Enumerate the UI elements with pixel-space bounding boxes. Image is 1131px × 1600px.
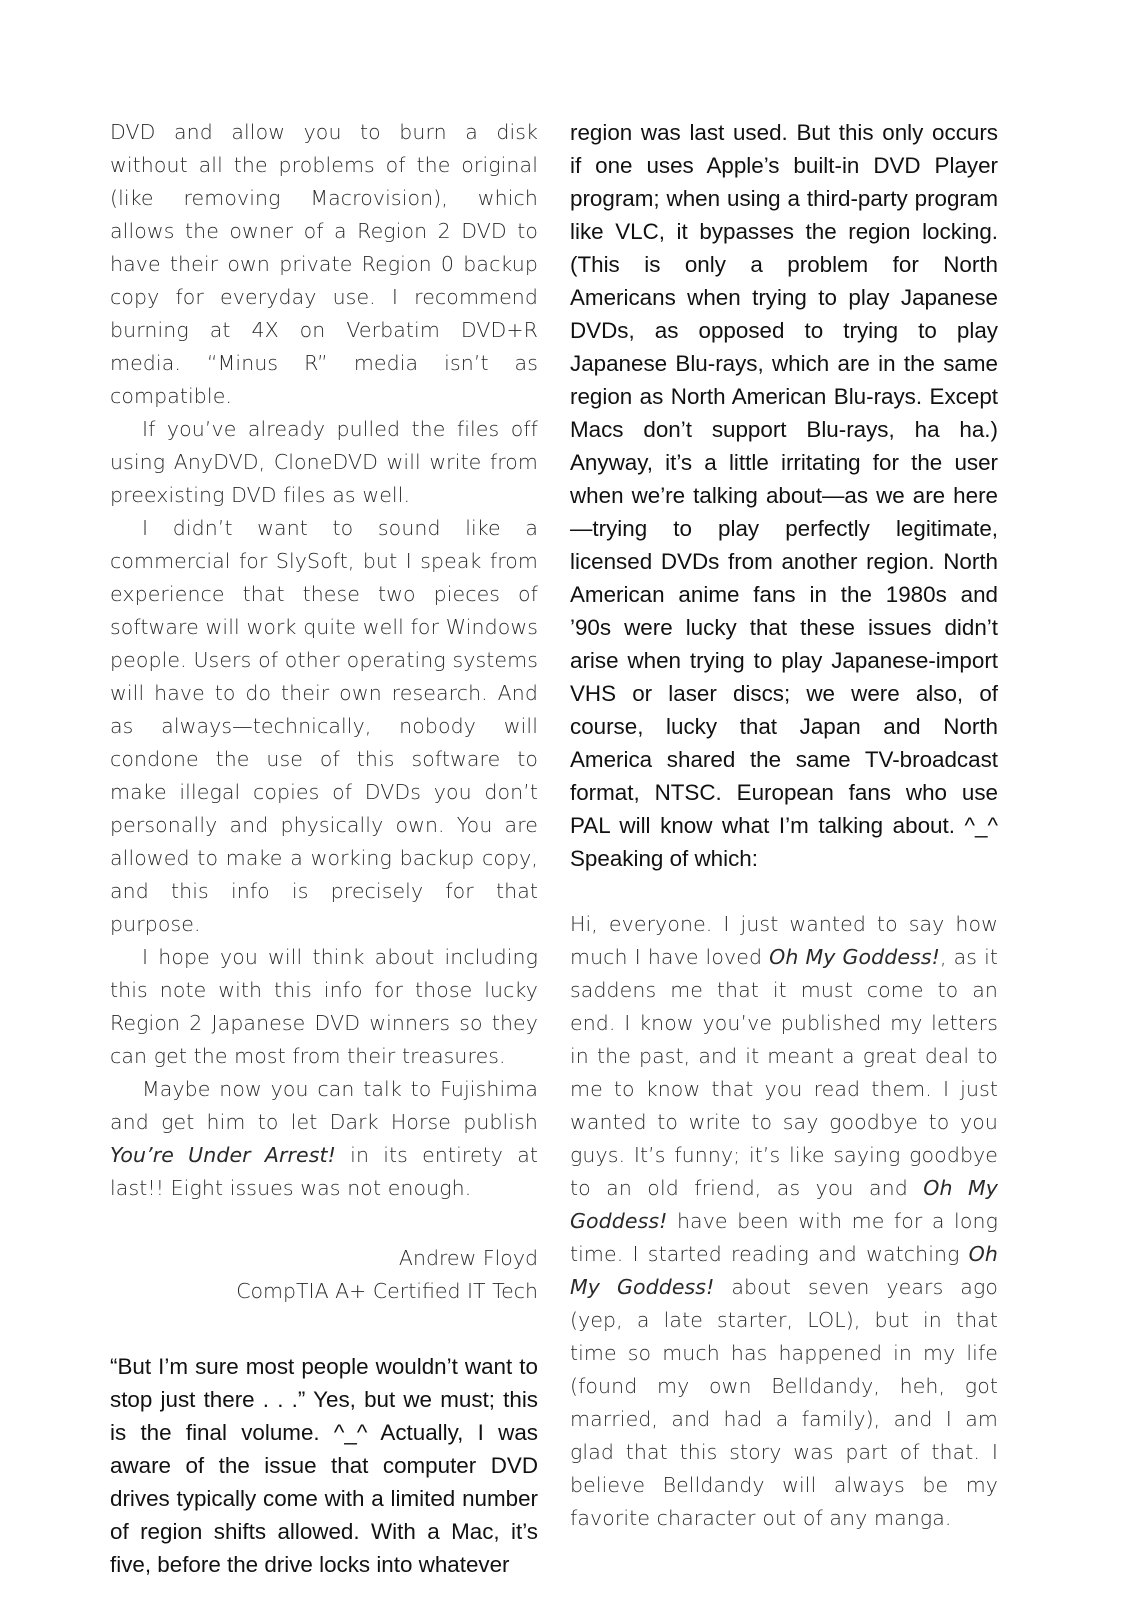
text-run: about seven years ago (yep, a late starter, LOL), but in that time so much has happened in my life (found my own Belldandy, heh, got married, and had a family), and I am glad that this story was part of that. I believe Belldandy will always be my favorite character out of any manga. xyxy=(570,1275,998,1530)
text-run: , as it saddens me that it must come to an end. I know you’ve published my letters in the past, and it meant a great deal to me to know that you read them. I just wanted to write to say goodbye to you guys. It’s funny; it’s like saying goodbye to an old friend, as you and xyxy=(570,945,999,1200)
letter-paragraph xyxy=(570,908,998,1535)
signature-title: CompTIA A+ Certified IT Tech xyxy=(236,1279,538,1303)
text-run: have been with me for a long time. I started reading and watching xyxy=(570,1209,998,1266)
italic-title: Oh My Goddess! xyxy=(570,1176,999,1233)
letter-paragraph xyxy=(110,413,538,512)
text-run: Maybe now you can talk to Fujishima and get him to let Dark Horse publish xyxy=(110,1077,538,1134)
editor-reply xyxy=(110,1350,538,1581)
italic-title: Oh My Goddess! xyxy=(769,945,940,969)
right-column xyxy=(570,116,998,1535)
left-column xyxy=(110,116,538,1581)
letter-paragraph xyxy=(110,512,538,941)
editor-reply-continued xyxy=(570,116,998,875)
reply-paragraph: “But I’m sure most people wouldn’t want to stop just there . . .” Yes, but we must; this is the final volume. ^_^ Actually, I was aware of the issue that computer DVD drives typically come with a limited number of region shifts allowed. With a Mac, it’s five, before the drive locks into whatever xyxy=(110,1354,538,1577)
reader-letter-goodbye xyxy=(570,908,998,1535)
italic-title: You’re Under Arrest! xyxy=(110,1143,336,1167)
text-run: If you’ve already pulled the files off using AnyDVD, CloneDVD will write from preexisting DVD files as well. xyxy=(110,417,538,507)
reader-letter-andrew-floyd xyxy=(110,116,538,1205)
reply-paragraph: region was last used. But this only occurs if one uses Apple’s built-in DVD Player program; when using a third-party program like VLC, it bypasses the region locking. (This is only a problem for North Americans when trying to play Japanese DVDs, as opposed to trying to play Japanese Blu-rays, which are in the same region as North American Blu-rays. Except Macs don’t support Blu-rays, ha ha.) Anyway, it’s a little irritating for the user when we’re talking about—as we are here—trying to play perfectly legitimate, licensed DVDs from another region. North American anime fans in the 1980s and ’90s were lucky that these issues didn’t arise when trying to play Japanese-import VHS or laser discs; we were also, of course, lucky that Japan and North America shared the same TV-broadcast format, NTSC. European fans who use PAL will know what I’m talking about. ^_^ Speaking of which: xyxy=(570,120,998,871)
letter-signature xyxy=(110,1242,538,1308)
italic-title: Oh My Goddess! xyxy=(570,1242,998,1299)
letter-paragraph xyxy=(110,116,538,413)
text-run: in its entirety at last!! Eight issues was not enough. xyxy=(110,1143,539,1200)
text-run: DVD and allow you to burn a disk without all the problems of the original (like removing Macrovision), which allows the owner of a Region 2 DVD to have their own private Region 0 backup copy for everyday use. I recommend burning at 4X on Verbatim DVD+R media. “Minus R” media isn’t as compatible. xyxy=(110,120,538,408)
letter-paragraph xyxy=(110,941,538,1073)
text-run: Hi, everyone. I just wanted to say how much I have loved xyxy=(570,912,998,969)
letter-paragraph xyxy=(110,1073,538,1205)
signature-name: Andrew Floyd xyxy=(398,1246,538,1270)
text-run: I hope you will think about including this note with this info for those lucky Region 2 Japanese DVD winners so they can get the most from their treasures. xyxy=(110,945,538,1068)
text-run: I didn’t want to sound like a commercial for SlySoft, but I speak from experience that these two pieces of software will work quite well for Windows people. Users of other operating systems will have to do their own research. And as always—technically, nobody will condone the use of this software to make illegal copies of DVDs you don’t personally and physically own. You are allowed to make a working backup copy, and this info is precisely for that purpose. xyxy=(110,516,538,936)
